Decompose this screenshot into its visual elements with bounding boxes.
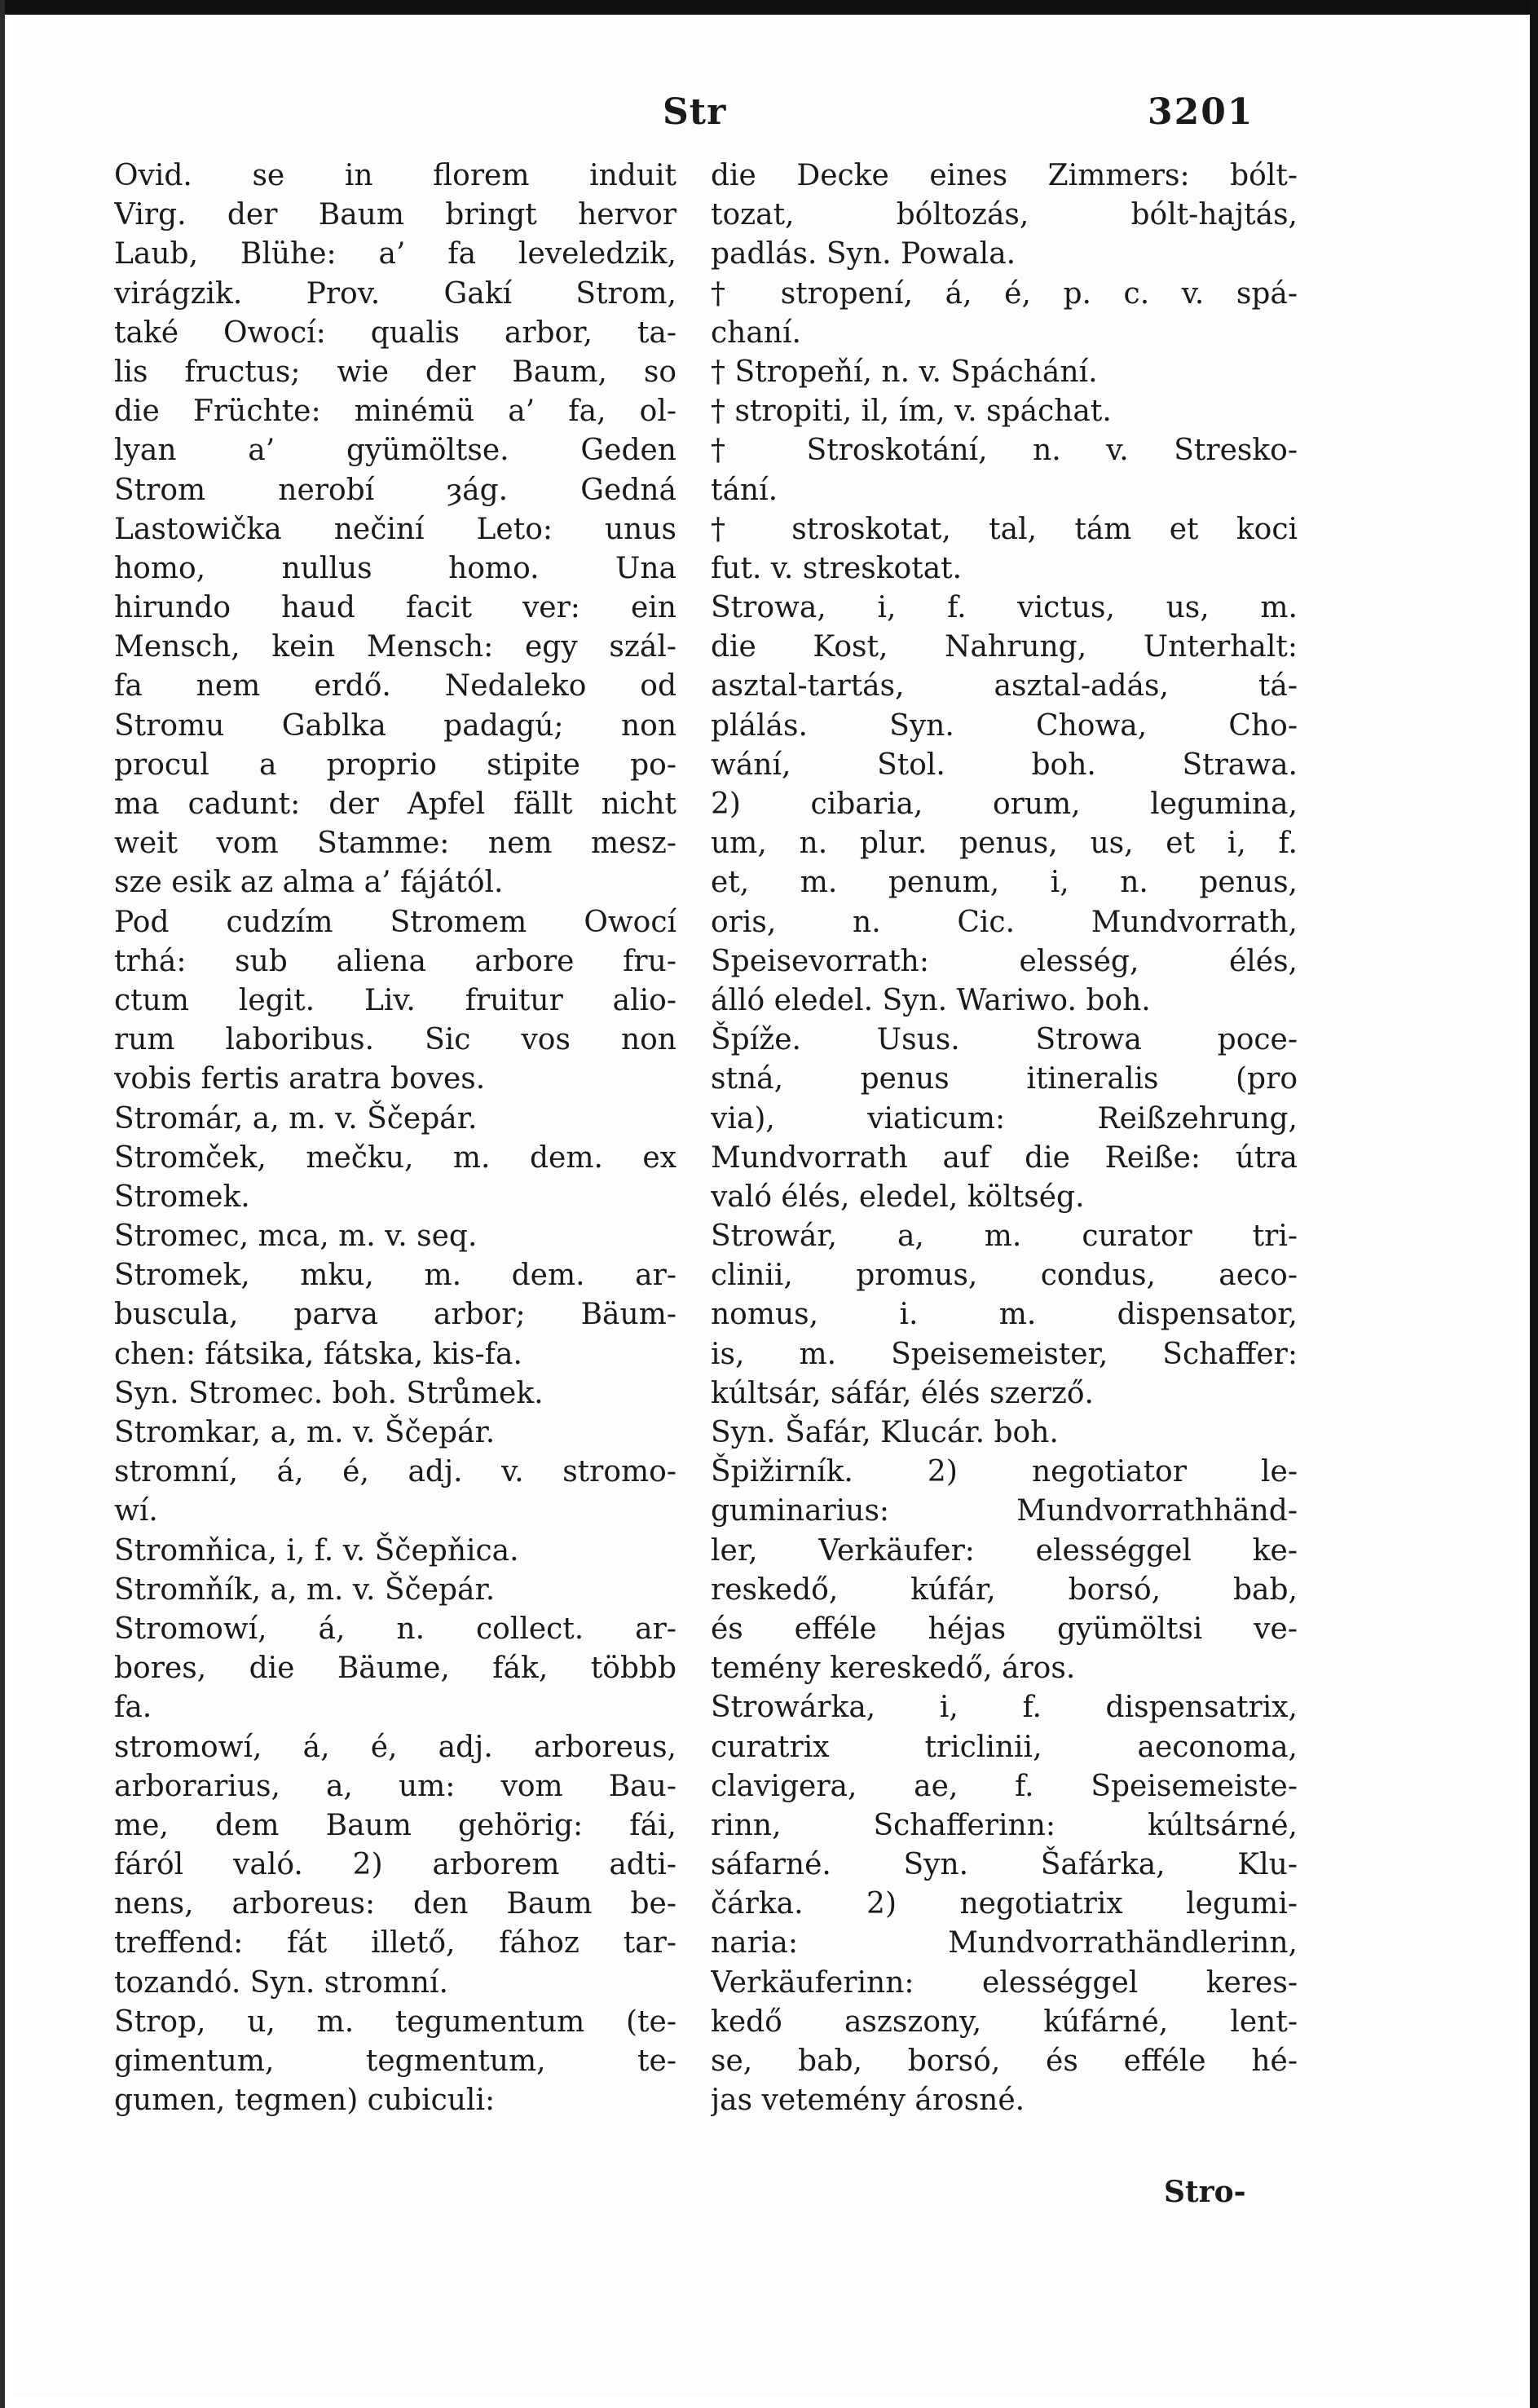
dictionary-line: Strop, u, m. tegumentum (te- [114,2004,676,2039]
dictionary-line: tání. [711,473,778,507]
dictionary-line: treffend: fát illető, fához tar- [114,1926,676,1960]
dictionary-line: rum laboribus. Sic vos non [114,1023,676,1057]
dictionary-line: Lastowička nečiní Leto: unus [114,512,676,546]
left-column [114,157,676,2120]
dictionary-line: via), viaticum: Reißzehrung, [711,1101,1298,1136]
dictionary-line: Mundvorrath auf die Reiße: útra [711,1140,1298,1175]
dictionary-line: die Früchte: minémü a’ fa, ol- [114,395,676,429]
dictionary-line: álló eledel. Syn. Wariwo. boh. [711,983,1151,1017]
dictionary-line: † stropiti, il, ím, v. spáchat. [711,395,1112,429]
dictionary-line: asztal-tartás, asztal-adás, tá- [711,669,1298,703]
dictionary-line: buscula, parva arbor; Bäum- [114,1298,676,1332]
dictionary-line: Stromu Gablka padagú; non [114,708,676,743]
dictionary-line: homo, nullus homo. Una [114,551,676,585]
dictionary-line: Špíže. Usus. Strowa poce- [711,1023,1298,1057]
dictionary-line: curatrix triclinii, aeconoma, [711,1730,1298,1764]
scan-border-top [0,0,1538,15]
dictionary-line: 2) cibaria, orum, legumina, [711,787,1298,821]
dictionary-line: naria: Mundvorrathändlerinn, [711,1926,1298,1960]
dictionary-line: stromowí, á, é, adj. arboreus, [114,1730,676,1764]
dictionary-line: weit vom Stamme: nem mesz- [114,827,676,861]
scan-border-left [0,0,5,2408]
dictionary-line: clavigera, ae, f. Speisemeiste- [711,1769,1298,1803]
dictionary-line: gimentum, tegmentum, te- [114,2044,676,2078]
dictionary-line: Stromňík, a, m. v. Ščepár. [114,1572,496,1607]
dictionary-line: fut. v. streskotat. [711,551,963,585]
dictionary-line: Syn. Stromec. boh. Strůmek. [114,1376,544,1410]
dictionary-line: Stromček, mečku, m. dem. ex [114,1140,676,1175]
dictionary-line: való élés, eledel, költség. [711,1180,1085,1214]
dictionary-line: chaní. [711,315,801,350]
dictionary-line: Syn. Šafár, Klucár. boh. [711,1416,1059,1449]
dictionary-line: † stroskotat, tal, tám et koci [711,512,1298,546]
dictionary-line: die Kost, Nahrung, Unterhalt: [711,630,1298,664]
dictionary-line: Strowár, a, m. curator tri- [711,1219,1298,1254]
dictionary-line: nens, arboreus: den Baum be- [114,1887,676,1921]
dictionary-line: Strom nerobí ȝág. Gedná [114,473,676,507]
dictionary-line: clinii, promus, condus, aeco- [711,1259,1298,1293]
dictionary-line: † Stroskotání, n. v. Stresko- [711,434,1298,468]
dictionary-line: wí. [114,1494,158,1528]
page-number: 3201 [1148,91,1254,133]
dictionary-line: padlás. Syn. Powala. [711,237,1016,271]
dictionary-line: ler, Verkäufer: elességgel ke- [711,1533,1298,1568]
right-column [711,157,1298,2120]
catchword: Stro- [1164,2175,1246,2209]
dictionary-line: † stropení, á, é, p. c. v. spá- [711,276,1298,311]
dictionary-line: Speisevorrath: elesség, élés, [711,944,1298,978]
dictionary-line: Strowárka, i, f. dispensatrix, [711,1691,1298,1725]
dictionary-line: ma cadunt: der Apfel fällt nicht [114,787,676,821]
dictionary-line: se, bab, borsó, és efféle hé- [711,2044,1298,2078]
dictionary-line: bores, die Bäume, fák, többb [114,1652,676,1686]
dictionary-line: guminarius: Mundvorrathhänd- [711,1494,1298,1528]
dictionary-line: gumen, tegmen) cubiculi: [114,2084,496,2118]
dictionary-line: wání, Stol. boh. Strawa. [711,748,1298,782]
dictionary-line: hirundo haud facit ver: ein [114,591,676,625]
dictionary-line: lis fructus; wie der Baum, so [114,355,676,389]
dictionary-line: Strowa, i, f. victus, us, m. [711,591,1298,625]
dictionary-line: ctum legit. Liv. fruitur alio- [114,983,676,1017]
dictionary-line: et, m. penum, i, n. penus, [711,866,1298,900]
dictionary-line: Stromek, mku, m. dem. ar- [114,1259,676,1293]
dictionary-line: také Owocí: qualis arbor, ta- [114,315,676,350]
dictionary-line: Ovid. se in florem induit [114,159,676,192]
dictionary-line: reskedő, kúfár, borsó, bab, [711,1572,1298,1607]
dictionary-line: die Decke eines Zimmers: bólt- [711,159,1298,192]
dictionary-line: plálás. Syn. Chowa, Cho- [711,708,1298,743]
dictionary-line: arborarius, a, um: vom Bau- [114,1769,676,1803]
dictionary-line: és efféle héjas gyümöltsi ve- [711,1612,1298,1646]
dictionary-line: tozat, bóltozás, bólt-hajtás, [711,198,1298,232]
dictionary-line: Stromár, a, m. v. Ščepár. [114,1101,478,1136]
running-head: Str [663,91,727,133]
dictionary-line: † Stropeňí, n. v. Spáchání. [711,355,1098,389]
dictionary-line: oris, n. Cic. Mundvorrath, [711,905,1298,939]
dictionary-line: sáfarné. Syn. Šafárka, Klu- [711,1848,1298,1882]
dictionary-line: procul a proprio stipite po- [114,748,676,782]
dictionary-line: Stromňica, i, f. v. Ščepňica. [114,1533,519,1568]
dictionary-line: fa. [114,1691,152,1725]
dictionary-line: Verkäuferinn: elességgel keres- [711,1965,1298,2000]
dictionary-line: Laub, Blühe: a’ fa leveledzik, [114,237,676,271]
dictionary-line: Stromowí, á, n. collect. ar- [114,1612,676,1646]
dictionary-line: sze esik az alma a’ fájától. [114,866,504,900]
dictionary-line: um, n. plur. penus, us, et i, f. [711,827,1298,861]
dictionary-line: vobis fertis aratra boves. [114,1062,486,1096]
dictionary-line: trhá: sub aliena arbore fru- [114,944,676,978]
dictionary-line: Stromkar, a, m. v. Ščepár. [114,1416,496,1449]
dictionary-line: rinn, Schafferinn: kúltsárné, [711,1808,1298,1842]
dictionary-line: jas vetemény árosné. [711,2084,1025,2118]
dictionary-line: virágzik. Prov. Gakí Strom, [114,276,676,311]
dictionary-line: Špižirník. 2) negotiator le- [711,1455,1298,1489]
dictionary-line: Virg. der Baum bringt hervor [114,198,676,232]
dictionary-line: is, m. Speisemeister, Schaffer: [711,1337,1298,1371]
dictionary-line: stromní, á, é, adj. v. stromo- [114,1455,676,1489]
dictionary-line: fa nem erdő. Nedaleko od [114,669,676,703]
dictionary-line: chen: fátsika, fátska, kis-fa. [114,1337,522,1371]
dictionary-line: lyan a’ gyümöltse. Geden [114,434,676,468]
dictionary-line: nomus, i. m. dispensator, [711,1298,1298,1332]
dictionary-line: Stromec, mca, m. v. seq. [114,1219,478,1254]
dictionary-line: Mensch, kein Mensch: egy szál- [114,630,676,664]
dictionary-line: kedő aszszony, kúfárné, lent- [711,2004,1298,2039]
scan-border-right [1530,0,1538,2408]
dictionary-line: stná, penus itineralis (pro [711,1062,1298,1096]
dictionary-line: Pod cudzím Stromem Owocí [114,905,676,939]
dictionary-line: Stromek. [114,1180,250,1214]
dictionary-line: čárka. 2) negotiatrix legumi- [711,1887,1298,1921]
dictionary-line: me, dem Baum gehörig: fái, [114,1808,676,1842]
dictionary-line: temény kereskedő, áros. [711,1652,1076,1686]
dictionary-line: kúltsár, sáfár, élés szerző. [711,1376,1095,1410]
dictionary-line: tozandó. Syn. stromní. [114,1965,448,2000]
dictionary-line: fáról való. 2) arborem adti- [114,1848,676,1882]
